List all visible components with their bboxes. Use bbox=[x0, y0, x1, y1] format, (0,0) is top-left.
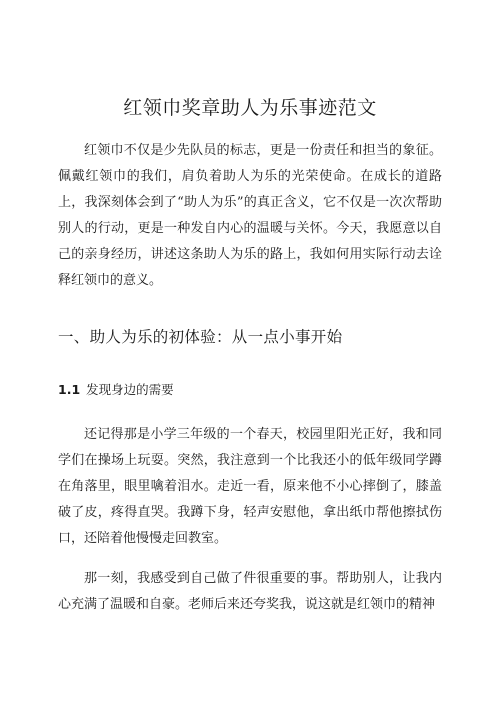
subsection-heading bbox=[58, 380, 442, 400]
section-heading: 一、助人为乐的初体验：从一点小事开始 bbox=[58, 328, 343, 346]
document-title: 红领巾奖章助人为乐事迹范文 bbox=[123, 97, 377, 119]
body-paragraph: 那一刻，我感受到自己做了件很重要的事。帮助别人，让我内心充满了温暖和自豪。老师后来还夸奖我，说这就是红领巾的精神 bbox=[58, 571, 442, 612]
subsection-title: 发现身边的需要 bbox=[86, 382, 174, 397]
body-paragraph: 还记得那是小学三年级的一个春天，校园里阳光正好，我和同学们在操场上玩耍。突然，我注意到一个比我还小的低年级同学蹲在角落里，眼里噙着泪水。走近一看，原来他不小心摔倒了，膝盖破了皮，疼得直哭。我蹲下身，轻声安慰他，拿出纸巾帮他擦拭伤口，还陪着他慢慢走回教室。 bbox=[58, 427, 442, 546]
subsection-number: 1.1 bbox=[58, 382, 81, 397]
intro-paragraph: 红领巾不仅是少先队员的标志，更是一份责任和担当的象征。佩戴红领巾的我们，肩负着助人为乐的光荣使命。在成长的道路上，我深刻体会到了“助人为乐”的真正含义，它不仅是一次次帮助别人的行动，更是一种发自内心的温暖与关怀。今天，我愿意以自己的亲身经历，讲述这条助人为乐的路上，我如何用实际行动去诠释红领巾的意义。 bbox=[58, 143, 442, 288]
